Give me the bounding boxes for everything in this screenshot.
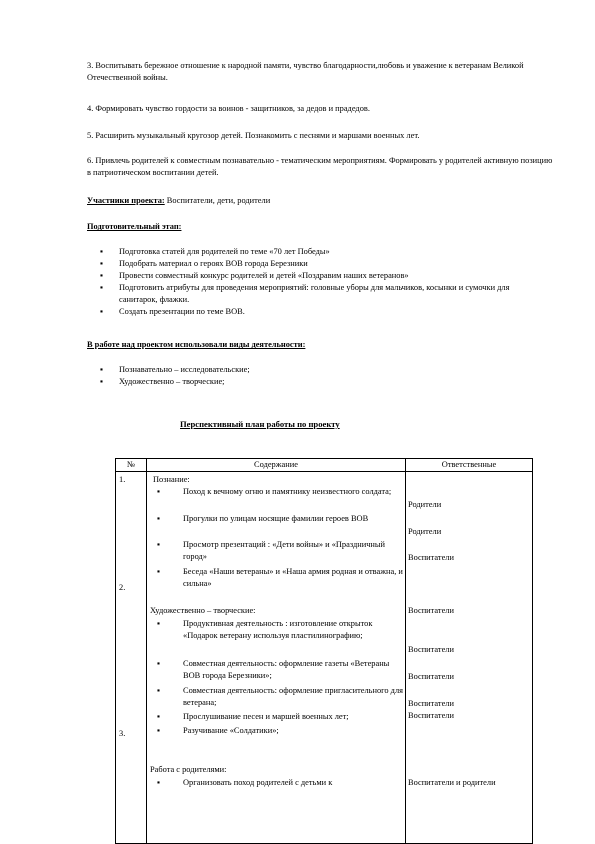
bullet-icon: ▪	[100, 259, 103, 268]
row-number: 1.	[119, 475, 126, 484]
responsible-cell: Воспитатели	[408, 645, 454, 654]
bullet-icon: ▪	[157, 712, 160, 721]
bullet-icon: ▪	[100, 307, 103, 316]
list-item: ▪ Провести совместный конкурс родителей и детей «Поздравим наших ветеранов»	[100, 271, 409, 280]
list-item: ▪ Подобрать материал о героях ВОВ города Березники	[100, 259, 308, 268]
bullet-icon: ▪	[100, 283, 103, 292]
content-column: Познание: ▪ Поход к вечному огню и памятнику неизвестного солдата; ▪ Прогулки по улицам носящие фамилии героев ВОВ ▪ Просмотр презентаций : «Дети войны» и «Праздничный город» ▪ Беседа «Наши ветераны» и «Наша армия родная и отважна, и сильна» Художественно – творческие: ▪ Продуктивная деятельность : изготовление открыток «Подарок ветерану используя пластилинографию; ▪ Совместная деятельность: оформление газеты «Ветераны ВОВ города Березники»; ▪ Совместная деятельность: оформление пригласительного для ветерана; ▪ Прослушивание песен и маршей военных лет; ▪ Разучивание «Солдатики»; Работа с родителями: ▪ Организовать поход родителей с детьми к	[147, 472, 406, 844]
table-row	[116, 472, 533, 844]
row-number: 2.	[119, 583, 126, 592]
list-item: ▪ Познавательно – исследовательские;	[100, 365, 250, 374]
responsible-cell: Родители	[408, 527, 442, 536]
activities-heading: В работе над проектом использовали виды деятельности:	[87, 340, 306, 349]
responsible-cell: Родители	[408, 500, 442, 509]
goal-3: 3. Воспитывать бережное отношение к народной памяти, чувство благодарности,любовь и уважение к ветеранам Великой Отечественной войны.	[87, 61, 524, 82]
bullet-icon: ▪	[157, 540, 160, 549]
bullet-icon: ▪	[157, 487, 160, 496]
list-item: ▪ Подготовка статей для родителей по теме «70 лет Победы»	[100, 247, 330, 256]
list-item: ▪ Художественно – творческие;	[100, 377, 225, 386]
prep-list	[100, 246, 550, 318]
responsible-column	[406, 472, 533, 844]
responsible-cell: Воспитатели	[408, 672, 454, 681]
participants-label: Участники проекта:	[87, 196, 165, 205]
prep-heading: Подготовительный этап:	[87, 222, 182, 231]
participants-line	[87, 195, 557, 207]
plan-table	[115, 458, 533, 844]
goal-4: 4. Формировать чувство гордости за воинов - защитников, за дедов и прадедов.	[87, 104, 370, 113]
goal-6: 6. Привлечь родителей к совместным познавательно - тематическим мероприятиям. Формировать у родителей активную позицию в патриотическом воспитании детей.	[87, 156, 553, 177]
bullet-icon: ▪	[100, 377, 103, 386]
bullet-icon: ▪	[157, 567, 160, 576]
bullet-icon: ▪	[157, 778, 160, 787]
list-item: ▪ Создать презентации по теме ВОВ.	[100, 307, 245, 316]
table-header-row	[116, 459, 533, 472]
section-title: Художественно – творческие:	[150, 606, 256, 615]
bullet-icon: ▪	[157, 659, 160, 668]
section-title: Познание:	[153, 475, 190, 484]
bullet-icon: ▪	[157, 726, 160, 735]
bullet-icon: ▪	[100, 365, 103, 374]
responsible-cell: Воспитатели	[408, 553, 454, 562]
bullet-icon: ▪	[100, 247, 103, 256]
participants-value: Воспитатели, дети, родители	[164, 196, 271, 205]
header-num: №	[116, 459, 147, 472]
header-content: Содержание	[147, 459, 406, 472]
row-number: 3.	[119, 729, 126, 738]
responsible-cell: Воспитатели и родители	[408, 778, 496, 787]
section-title: Работа с родителями:	[150, 765, 227, 774]
plan-title: Перспективный план работы по проекту	[180, 419, 340, 429]
bullet-icon: ▪	[157, 514, 160, 523]
bullet-icon: ▪	[100, 271, 103, 280]
num-column	[116, 472, 147, 844]
responsible-cell: Воспитатели	[408, 606, 454, 615]
responsible-cell: Воспитатели	[408, 699, 454, 708]
goal-5: 5. Расширить музыкальный кругозор детей. Познакомить с песнями и маршами военных лет.	[87, 131, 420, 140]
activities-list	[100, 364, 550, 388]
bullet-icon: ▪	[157, 619, 160, 628]
header-responsible: Ответственные	[406, 459, 533, 472]
list-item: ▪ Подготовить атрибуты для проведения мероприятий: головные уборы для мальчиков, косынки и сумочки для санитарок, флажки.	[100, 283, 510, 304]
responsible-cell: Воспитатели	[408, 711, 454, 720]
bullet-icon: ▪	[157, 686, 160, 695]
